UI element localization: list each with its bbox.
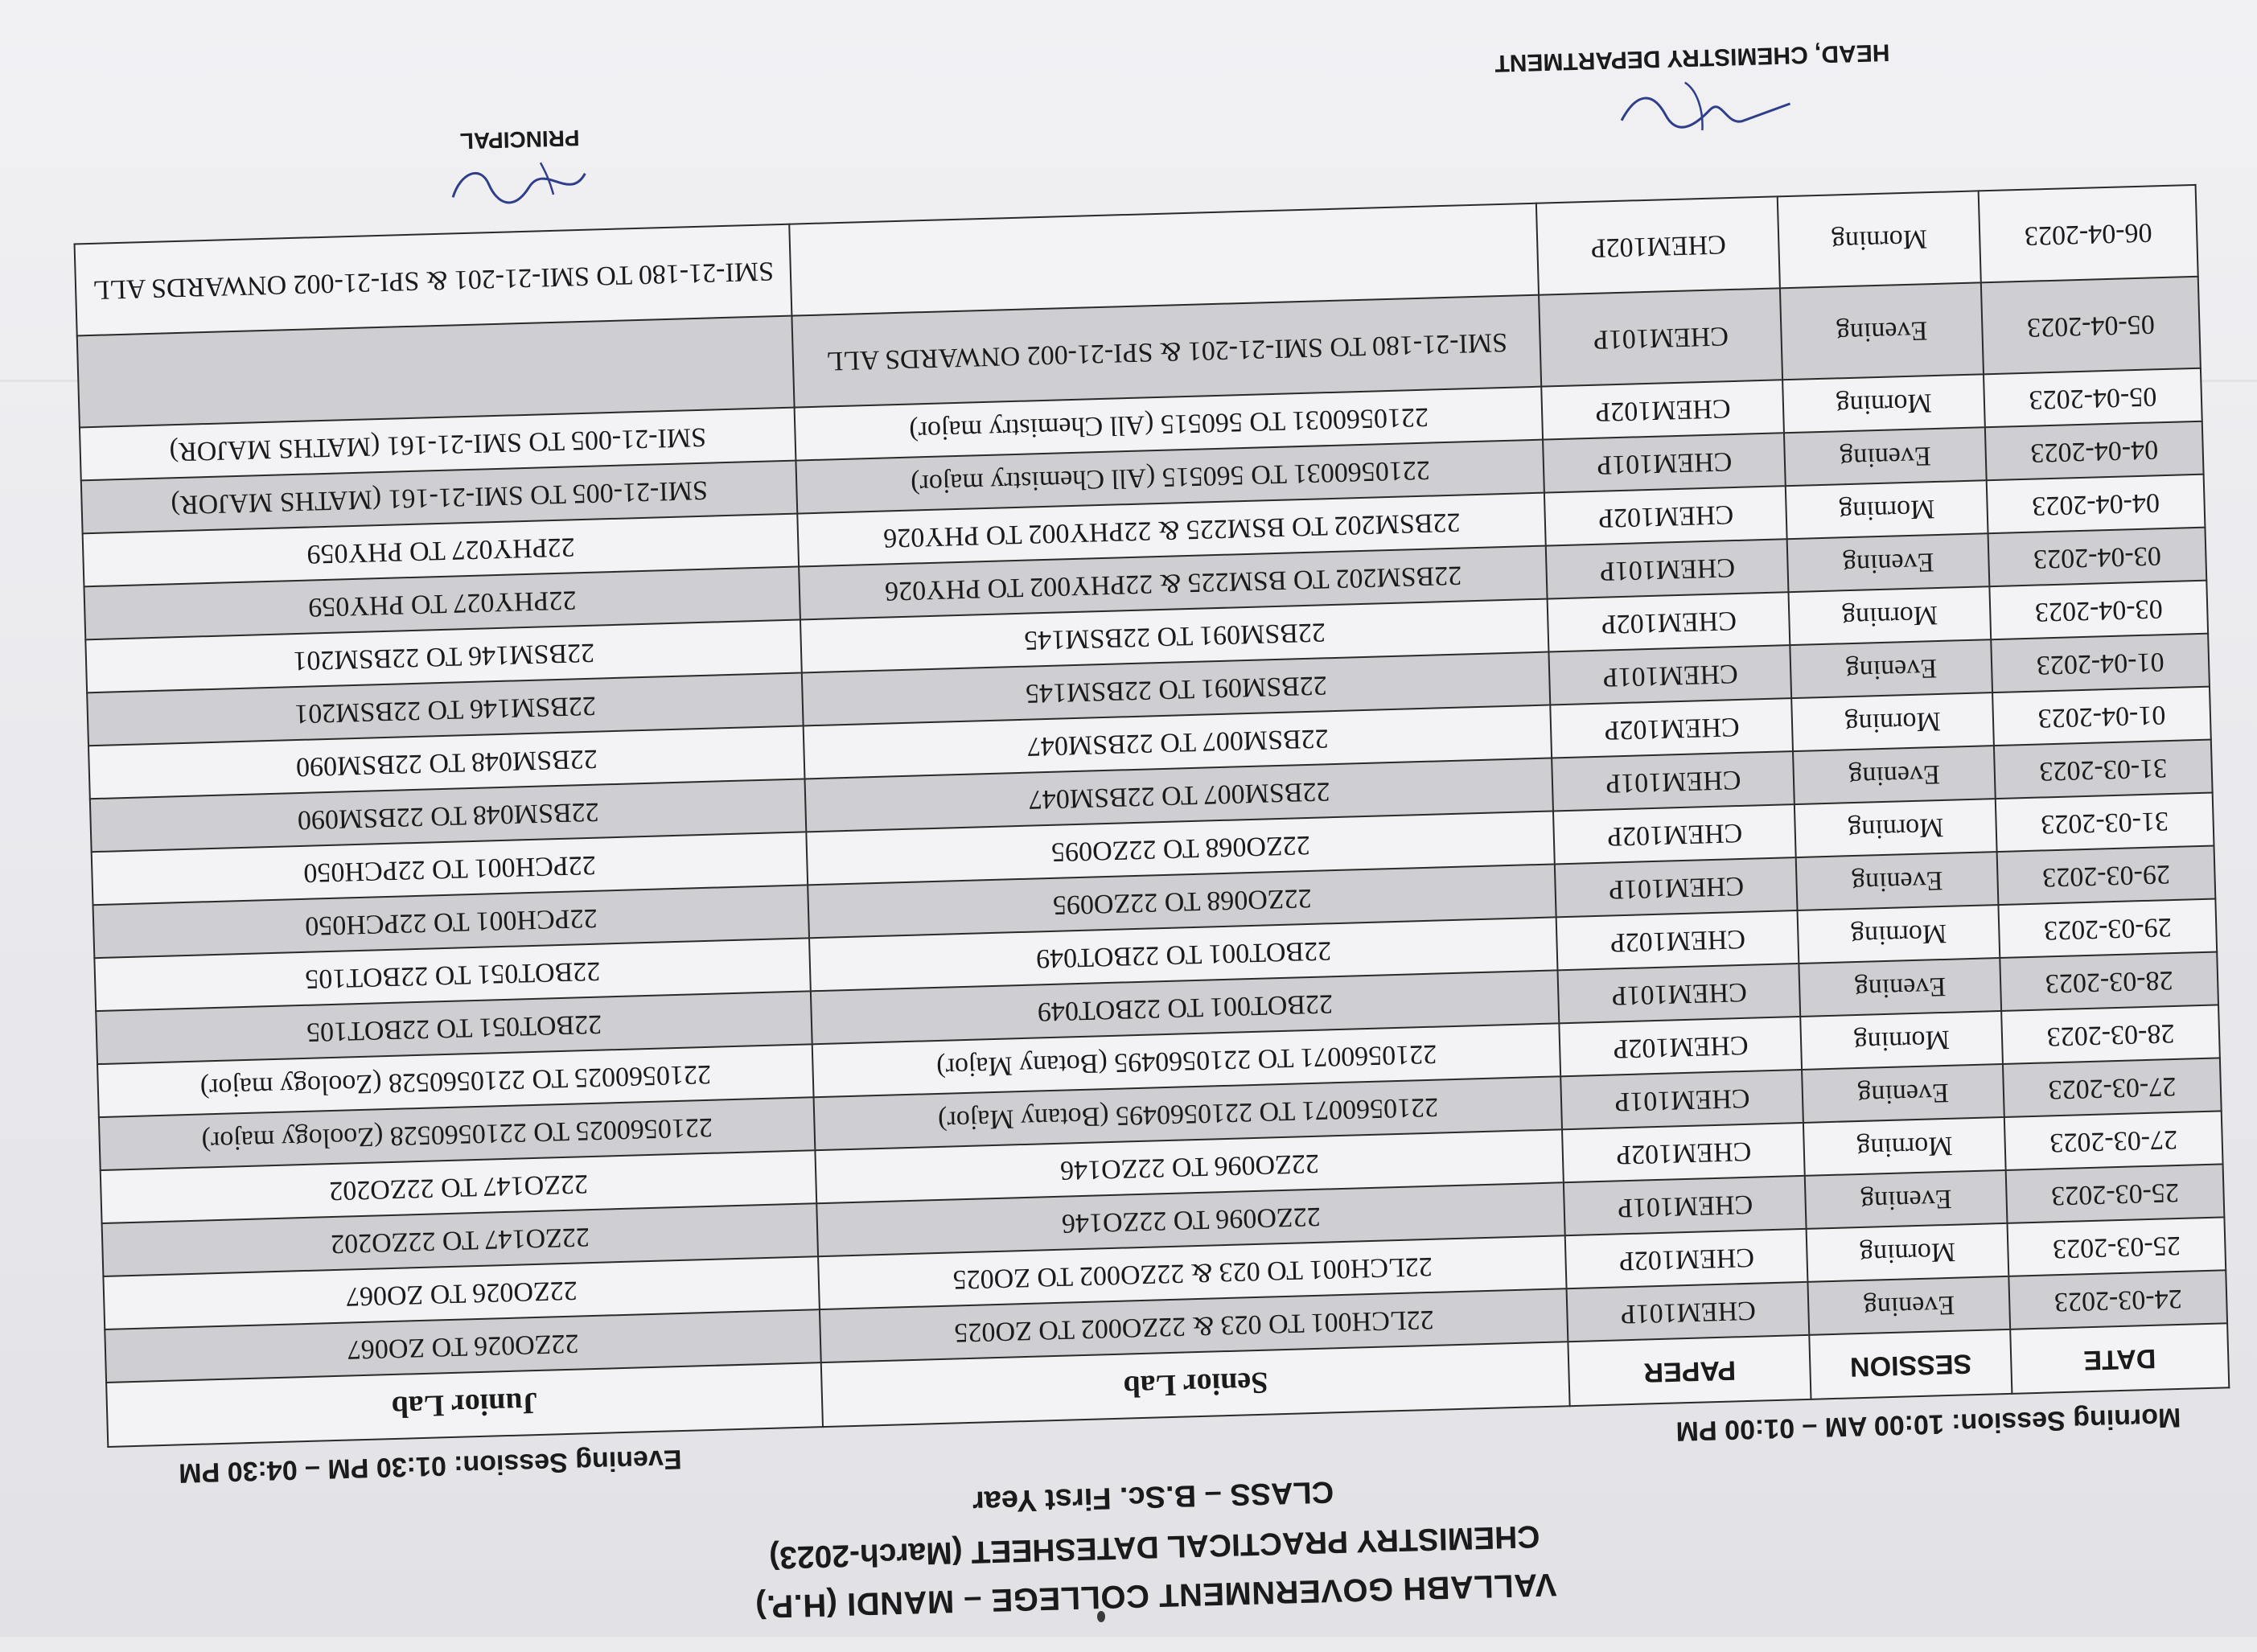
session-cell: Morning: [1803, 1117, 2006, 1176]
college-name: VALLABH GOVERNMENT COLLEGE – MANDI (H.P.): [754, 1566, 1557, 1625]
paper-cell: CHEM101P: [1539, 288, 1782, 386]
senior-lab-cell: 22BSM202 TO BSM225 & 22PHY002 TO PHY026: [799, 546, 1548, 620]
junior-lab-cell: 22PHY027 TO PHY059: [84, 567, 800, 640]
senior-lab-cell: 22ZO096 TO 22ZO146: [816, 1129, 1564, 1203]
senior-lab-cell: 22ZO096 TO 22ZO146: [816, 1182, 1565, 1256]
junior-lab-cell: 22BSM146 TO 22BSM201: [87, 673, 804, 746]
senior-lab-cell: 22BSM007 TO 22BSM047: [804, 705, 1552, 779]
session-cell: Morning: [1786, 480, 1988, 539]
paper-cell: CHEM102P: [1551, 698, 1794, 758]
session-cell: Evening: [1808, 1276, 2011, 1335]
session-cell: Morning: [1782, 374, 1985, 433]
paper-cell: CHEM102P: [1560, 1017, 1803, 1076]
senior-lab-cell: 22BSM007 TO 22BSM047: [805, 758, 1554, 832]
date-cell: 25-03-2023: [2006, 1164, 2225, 1223]
date-cell: 25-03-2023: [2008, 1217, 2226, 1276]
senior-lab-cell: 22ZO068 TO 22ZO095: [808, 864, 1556, 938]
principal-signature-icon: [440, 153, 602, 222]
paper-cell: CHEM102P: [1562, 1123, 1805, 1182]
senior-lab-cell: 22BOT001 TO 22BOT049: [809, 917, 1558, 991]
junior-lab-cell: 2210560025 TO 2210560528 (Zoology major): [99, 1097, 816, 1170]
senior-lab-cell: 2210560071 TO 2210560495 (Botany Major): [814, 1076, 1563, 1150]
session-cell: Evening: [1787, 533, 1990, 592]
paper-cell: CHEM101P: [1567, 1282, 1810, 1342]
junior-lab-cell: 22ZO026 TO ZO067: [105, 1309, 821, 1383]
class-line: CLASS – B.Sc. First Year: [972, 1474, 1334, 1519]
junior-lab-cell: 22ZO026 TO ZO067: [103, 1256, 820, 1329]
senior-lab-cell: 22LCH001 TO 023 & 22ZO002 TO ZO025: [818, 1235, 1567, 1309]
head-signature-block: [1443, 37, 1944, 154]
session-cell: Morning: [1807, 1223, 2009, 1282]
senior-lab-cell: 2210560071 TO 2210560495 (Botany Major): [812, 1023, 1561, 1097]
column-header-date: DATE: [2010, 1323, 2229, 1394]
junior-lab-cell: SMI-21-005 TO SMI-21-161 (MATHS MAJOR): [81, 461, 798, 534]
date-cell: 28-03-2023: [2000, 952, 2218, 1012]
session-cell: Morning: [1789, 586, 1992, 645]
column-header-senior-lab: Senior Lab: [821, 1342, 1570, 1427]
paper-cell: CHEM102P: [1536, 196, 1780, 294]
junior-lab-cell: 2210560025 TO 2210560528 (Zoology major): [97, 1044, 814, 1117]
date-cell: 03-04-2023: [1988, 528, 2207, 587]
session-cell: Morning: [1791, 692, 1994, 751]
session-cell: Morning: [1801, 1011, 2004, 1070]
senior-lab-cell: 22BSM091 TO 22BSM145: [802, 652, 1551, 726]
session-cell: Evening: [1793, 746, 1996, 804]
session-cell: Evening: [1784, 427, 1987, 486]
head-signature-icon: [1589, 72, 1799, 150]
datesheet-table: [74, 184, 2230, 1448]
paper-cell: CHEM101P: [1561, 1070, 1804, 1129]
paper-cell: CHEM101P: [1543, 433, 1786, 492]
date-cell: 31-03-2023: [1994, 740, 2213, 799]
junior-lab-cell: 22BOT051 TO 22BOT105: [96, 991, 812, 1064]
date-cell: 28-03-2023: [2001, 1005, 2220, 1065]
date-cell: 03-04-2023: [1990, 581, 2209, 640]
paper-cell: CHEM102P: [1565, 1229, 1808, 1288]
junior-lab-cell: 22BOT051 TO 22BOT105: [94, 938, 811, 1011]
senior-lab-cell: 22LCH001 TO 023 & 22ZO002 TO ZO025: [820, 1288, 1568, 1362]
principal-label: PRINCIPAL: [459, 125, 580, 154]
date-cell: 29-03-2023: [1999, 899, 2218, 959]
date-cell: 27-03-2023: [2003, 1058, 2222, 1117]
date-cell: 01-04-2023: [1992, 687, 2211, 746]
date-cell: 31-03-2023: [1996, 793, 2214, 853]
session-cell: Morning: [1778, 191, 1981, 288]
paper-cell: CHEM101P: [1549, 645, 1792, 705]
paper-cell: CHEM101P: [1555, 857, 1798, 917]
paper-cell: CHEM102P: [1553, 804, 1796, 864]
paper-cell: CHEM101P: [1558, 964, 1801, 1023]
head-label: HEAD, CHEMISTRY DEPARTMENT: [1494, 39, 1890, 77]
junior-lab-cell: SMI-21-005 TO SMI-21-161 (MATHS MAJOR): [80, 408, 796, 481]
column-header-paper: PAPER: [1568, 1335, 1811, 1406]
page-content: [27, 0, 2243, 1652]
date-cell: 27-03-2023: [2004, 1111, 2223, 1170]
date-cell: 06-04-2023: [1979, 185, 2198, 282]
senior-lab-cell: 22BSM091 TO 22BSM145: [800, 599, 1549, 673]
date-cell: 01-04-2023: [1991, 634, 2210, 693]
paper-cell: CHEM101P: [1552, 751, 1795, 811]
paper-cell: CHEM102P: [1542, 380, 1785, 439]
column-header-junior-lab: Junior Lab: [106, 1362, 823, 1447]
session-cell: Evening: [1805, 1170, 2008, 1229]
principal-signature-block: [399, 123, 643, 223]
session-cell: Morning: [1798, 905, 2000, 964]
senior-lab-cell: SMI-21-180 TO SMI-21-201 & SPI-21-002 ONWARDS ALL: [792, 295, 1542, 408]
session-cell: Evening: [1799, 958, 2002, 1017]
paper-cell: CHEM102P: [1544, 486, 1787, 545]
paper-cell: CHEM101P: [1546, 539, 1789, 598]
senior-lab-cell: 2210560031 TO 560515 (All Chemistry major): [796, 440, 1545, 514]
column-header-session: SESSION: [1810, 1329, 2012, 1399]
junior-lab-cell: 22PCH001 TO 22PCH050: [92, 832, 808, 905]
junior-lab-cell: SMI-21-180 TO SMI-21-201 & SPI-21-002 ONWARDS ALL: [75, 224, 792, 336]
senior-lab-cell: 22BSM202 TO BSM225 & 22PHY002 TO PHY026: [798, 493, 1547, 567]
paper-cell: CHEM102P: [1556, 910, 1799, 970]
junior-lab-cell: 22BSM048 TO 22BSM090: [90, 779, 807, 852]
senior-lab-cell: 22ZO068 TO 22ZO095: [807, 812, 1556, 886]
junior-lab-cell: 22PHY027 TO PHY059: [83, 514, 800, 587]
session-cell: Evening: [1802, 1064, 2004, 1123]
datesheet-title: CHEMISTRY PRACTICAL DATESHEET (March-2023): [768, 1518, 1540, 1576]
junior-lab-cell: 22ZO147 TO 22ZO202: [101, 1150, 817, 1223]
junior-lab-cell: 22BSM146 TO 22BSM201: [85, 620, 802, 693]
date-cell: 04-04-2023: [1985, 421, 2204, 481]
senior-lab-cell: 22BOT001 TO 22BOT049: [811, 970, 1560, 1044]
session-cell: Evening: [1780, 282, 1984, 380]
table-body: [75, 185, 2228, 1383]
paper-cell: CHEM102P: [1548, 592, 1790, 651]
session-cell: Evening: [1796, 852, 1999, 910]
date-cell: 29-03-2023: [1997, 846, 2216, 906]
paper-cell: CHEM101P: [1564, 1176, 1807, 1235]
junior-lab-cell: 22BSM048 TO 22BSM090: [88, 725, 805, 799]
date-cell: 04-04-2023: [1987, 475, 2206, 534]
session-cell: Evening: [1790, 639, 1993, 698]
session-cell: Morning: [1794, 799, 1997, 857]
junior-lab-cell: 22ZO147 TO 22ZO202: [102, 1203, 819, 1276]
evening-session-time: Evening Session: 01:30 PM – 04:30 PM: [178, 1444, 683, 1489]
date-cell: 24-03-2023: [2009, 1270, 2228, 1329]
senior-lab-cell: 2210560031 TO 560515 (All Chemistry major): [795, 387, 1544, 461]
junior-lab-cell: 22PCH001 TO 22PCH050: [93, 885, 810, 958]
morning-session-time: Morning Session: 10:00 AM – 01:00 PM: [1675, 1402, 2181, 1447]
date-cell: 05-04-2023: [1981, 277, 2201, 374]
date-cell: 05-04-2023: [1984, 368, 2202, 428]
